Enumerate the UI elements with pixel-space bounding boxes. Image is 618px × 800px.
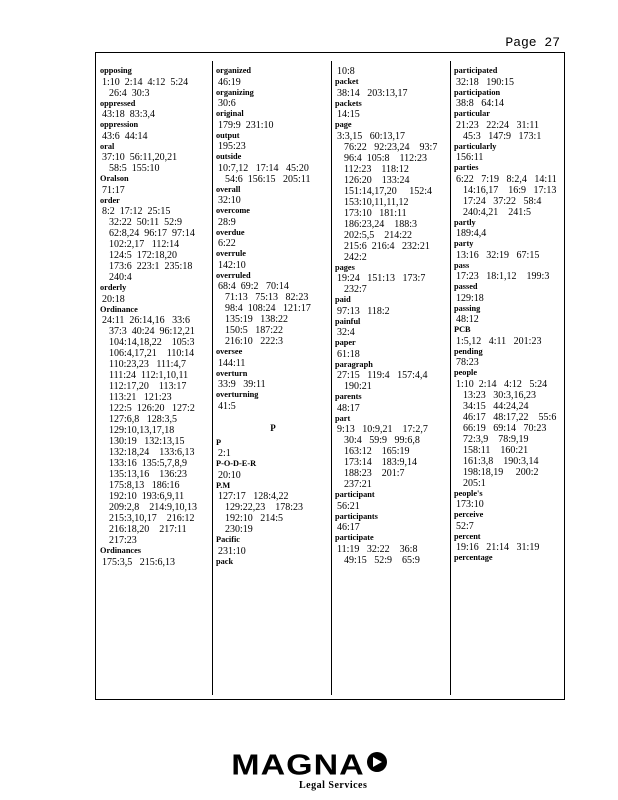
index-headword: original	[216, 109, 244, 118]
page-line-reference: 61:18	[337, 348, 360, 360]
logo-wordmark: MAGNA	[231, 748, 365, 782]
page-line-reference: 32:22 50:11 52:9	[109, 217, 182, 228]
page-line-reference: 13:16 32:19 67:15	[456, 249, 540, 261]
page-line-reference: 8:2 17:12 25:15	[102, 206, 171, 217]
page-line-reference: 173:6 223:1 235:18	[109, 261, 193, 272]
page-line-reference: 46:19	[218, 76, 241, 88]
page-line-reference: 240:4,21 241:5	[463, 206, 532, 218]
page-line-reference: 34:15 44:24,24	[463, 400, 529, 412]
page-line-reference: 237:21	[344, 479, 372, 490]
index-column-3	[335, 66, 449, 566]
page-line-reference: 20:10	[218, 469, 241, 481]
page-line-reference: 30:6	[218, 98, 236, 109]
index-headword: overall	[216, 184, 241, 194]
page-line-reference: 190:21	[344, 381, 372, 392]
page-line-reference: 56:21	[337, 500, 360, 512]
page-line-reference: 98:4 108:24 121:17	[225, 303, 311, 314]
index-headword: P.M	[216, 480, 231, 490]
page-line-reference: 111:24 112:1,10,11	[109, 370, 189, 381]
page-line-reference: 144:11	[218, 357, 246, 369]
page-line-reference: 54:6 156:15 205:11	[225, 173, 311, 185]
index-headword: outside	[216, 152, 242, 161]
page-line-reference: 161:3,8 190:3,14	[463, 455, 539, 467]
page-line-reference: 2:1	[218, 448, 231, 459]
index-headword: packets	[335, 98, 362, 108]
index-headword: people's	[454, 488, 483, 498]
index-headword: participate	[335, 533, 374, 542]
page-line-reference: 48:17	[337, 402, 360, 414]
page-line-reference: 20:18	[102, 293, 125, 305]
page-line-reference: 129:10,13,17,18	[109, 425, 175, 436]
index-headword: page	[335, 120, 352, 129]
page-line-reference: 242:2	[344, 251, 367, 263]
page-line-reference: 192:10 214:5	[225, 513, 284, 524]
page-line-reference: 135:19 138:22	[225, 314, 289, 325]
page-line-reference: 215:6 216:4 232:21	[344, 240, 430, 252]
index-headword: oral	[100, 141, 115, 151]
page-line-reference: 49:15 52:9 65:9	[344, 554, 420, 566]
page-line-reference: 150:5 187:22	[225, 325, 284, 336]
index-headword: participated	[454, 66, 498, 75]
index-headword: opposing	[100, 66, 132, 75]
page-line-reference: 122:5 126:20 127:2	[109, 403, 195, 414]
index-headword: Ordinances	[100, 546, 142, 555]
index-headword: PCB	[454, 325, 471, 334]
index-headword: paper	[335, 338, 356, 347]
index-headword: overturning	[216, 390, 259, 399]
page-line-reference: 71:17	[102, 184, 125, 196]
page-line-reference: 97:13 118:2	[337, 305, 390, 317]
index-headword: passing	[454, 303, 481, 313]
page-line-reference: 3:3,15 60:13,17	[337, 130, 406, 142]
page-line-reference: 175:3,5 215:6,13	[102, 556, 176, 568]
index-headword: overruled	[216, 270, 251, 280]
page-line-reference: 76:22 92:23,24 93:7	[344, 141, 438, 153]
page-line-reference: 142:10	[218, 259, 246, 271]
index-headword: overturn	[216, 368, 248, 378]
index-headword: overrule	[216, 249, 246, 258]
page-line-reference: 198:18,19 200:2	[463, 466, 539, 478]
page-line-reference: 192:10 193:6,9,11	[109, 491, 185, 502]
page-line-reference: 205:1	[463, 477, 486, 489]
page-line-reference: 215:3,10,17 216:12	[109, 513, 195, 524]
page-line-reference: 173:14 183:9,14	[344, 457, 418, 468]
page-line-reference: 112:17,20 113:17	[109, 381, 187, 392]
page-line-reference: 10:8	[337, 66, 355, 77]
column-divider	[212, 61, 213, 695]
page-line-reference: 66:19 69:14 70:23	[463, 422, 547, 434]
page-line-reference: 14:16,17 16:9 17:13	[463, 184, 557, 196]
index-headword: particular	[454, 109, 490, 118]
page-line-reference: 240:4	[109, 272, 132, 283]
page-line-reference: 209:2,8 214:9,10,13	[109, 502, 198, 513]
page-line-reference: 186:23,24 188:3	[344, 218, 418, 230]
page-line-reference: 110:23,23 111:4,7	[109, 359, 186, 370]
index-headword: pending	[454, 346, 483, 356]
page-line-reference: 24:11 26:14,16 33:6	[102, 315, 190, 326]
page-line-reference: 179:9 231:10	[218, 119, 274, 131]
page-line-reference: 17:24 37:22 58:4	[463, 195, 542, 207]
page-line-reference: 58:5 155:10	[109, 163, 160, 174]
index-headword: P-O-D-E-R	[216, 459, 257, 468]
page-line-reference: 62:8,24 96:17 97:14	[109, 228, 195, 239]
index-headword: organized	[216, 66, 252, 75]
index-headword: orderly	[100, 283, 127, 292]
index-frame	[95, 52, 565, 700]
page-line-reference: 135:13,16 136:23	[109, 469, 188, 480]
page-line-reference: 153:10,11,11,12	[344, 196, 409, 208]
index-headword: participants	[335, 511, 378, 521]
page-line-reference: 37:10 56:11,20,21	[102, 152, 178, 163]
index-headword: overcome	[216, 206, 250, 215]
page-line-reference: 45:3 147:9 173:1	[463, 130, 542, 142]
page-line-reference: 32:10	[218, 195, 241, 206]
page-line-reference: 27:15 119:4 157:4,4	[337, 370, 428, 381]
index-headword: people	[454, 368, 478, 377]
page-line-reference: 163:12 165:19	[344, 446, 410, 457]
page-line-reference: 129:22,23 178:23	[225, 502, 304, 513]
page-line-reference: 175:8,13 186:16	[109, 480, 180, 491]
page-line-reference: 231:10	[218, 545, 246, 557]
page-line-reference: 202:5,5 214:22	[344, 229, 413, 241]
page-line-reference: 41:5	[218, 400, 236, 412]
index-column-4	[454, 66, 564, 564]
page-line-reference: 43:18 83:3,4	[102, 109, 156, 120]
index-headword: percent	[454, 531, 481, 541]
index-headword: order	[100, 195, 120, 205]
page-line-reference: 124:5 172:18,20	[109, 250, 178, 261]
page-line-reference: 217:23	[109, 535, 137, 546]
index-headword: participation	[454, 87, 501, 97]
index-headword: Pacific	[216, 535, 240, 544]
page-line-reference: 13:23 30:3,16,23	[463, 389, 537, 401]
index-headword: perceive	[454, 510, 484, 519]
page-line-reference: 17:23 18:1,12 199:3	[456, 271, 550, 282]
index-headword: oppressed	[100, 98, 136, 108]
page-line-reference: 48:12	[456, 314, 479, 325]
index-headword: paragraph	[335, 359, 373, 369]
page-line-reference: 78:23	[456, 357, 479, 368]
page-line-reference: 1:10 2:14 4:12 5:24	[102, 76, 189, 88]
index-headword: P	[216, 437, 222, 447]
page-line-reference: 158:11 160:21	[463, 444, 529, 456]
page-line-reference: 127:17 128:4,22	[218, 491, 289, 502]
page-line-reference: 6:22	[218, 238, 236, 249]
page-line-reference: 188:23 201:7	[344, 468, 405, 479]
magna-logo	[0, 748, 618, 782]
page-line-reference: 11:19 32:22 36:8	[337, 543, 418, 555]
page-line-reference: 189:4,4	[456, 228, 487, 239]
page-line-reference: 156:11	[456, 152, 484, 163]
index-headword: pack	[216, 556, 234, 566]
index-column-2	[216, 66, 330, 567]
index-headword: partly	[454, 217, 476, 227]
index-column-1	[100, 66, 210, 568]
page-line-reference: 113:21 121:23	[109, 392, 172, 403]
page-line-reference: 37:3 40:24 96:12,21	[109, 326, 195, 337]
page-line-reference: 126:20 133:24	[344, 174, 410, 186]
page-line-reference: 68:4 69:2 70:14	[218, 281, 289, 292]
page-line-reference: 28:9	[218, 216, 236, 228]
index-headword: oppression	[100, 120, 139, 129]
page-line-reference: 127:6,8 128:3,5	[109, 414, 178, 425]
index-headword: packet	[335, 77, 359, 86]
page-line-reference: 232:7	[344, 284, 367, 295]
index-headword: participant	[335, 490, 375, 499]
index-headword: parties	[454, 163, 479, 172]
page-line-reference: 132:18,24 133:6,13	[109, 447, 195, 458]
page-line-reference: 195:23	[218, 141, 246, 152]
page-line-reference: 102:2,17 112:14	[109, 239, 180, 250]
page-line-reference: 32:18 190:15	[456, 76, 515, 88]
page-line-reference: 38:14 203:13,17	[337, 87, 408, 99]
page-line-reference: 52:7	[456, 520, 474, 532]
index-headword: pass	[454, 260, 470, 270]
index-headword: overdue	[216, 227, 245, 237]
page-line-reference: 72:3,9 78:9,19	[463, 433, 529, 445]
page-line-reference: 32:4	[337, 327, 355, 338]
page-line-reference: 26:4 30:3	[109, 87, 150, 99]
page-line-reference: 71:13 75:13 82:23	[225, 292, 309, 303]
page-line-reference: 1:10 2:14 4:12 5:24	[456, 378, 548, 390]
page-line-reference: 173:10	[456, 499, 484, 510]
page-line-reference: 33:9 39:11	[218, 379, 266, 390]
page-line-reference: 106:4,17,21 110:14	[109, 348, 195, 359]
page-line-reference: 1:5,12 4:11 201:23	[456, 335, 542, 347]
index-headword: part	[335, 413, 351, 423]
page-line-reference: 130:19 132:13,15	[109, 436, 185, 447]
page-line-reference: 19:16 21:14 31:19	[456, 542, 540, 553]
page-line-reference: 104:14,18,22 105:3	[109, 337, 195, 348]
logo-subtitle: Legal Services	[299, 780, 368, 791]
page-line-reference: 43:6 44:14	[102, 130, 148, 142]
index-headword: Ordinance	[100, 304, 138, 314]
page-line-reference: 30:4 59:9 99:6,8	[344, 435, 420, 446]
index-headword: organizing	[216, 87, 254, 97]
page-line-reference: 38:8 64:14	[456, 98, 505, 109]
index-headword: oversee	[216, 347, 243, 356]
page-line-reference: 129:18	[456, 292, 484, 304]
page-line-reference: 216:10 222:3	[225, 336, 284, 347]
index-headword: output	[216, 130, 240, 140]
index-headword: percentage	[454, 553, 493, 562]
page-line-reference: 112:23 118:12	[344, 163, 409, 175]
page-line-reference: 10:7,12 17:14 45:20	[218, 162, 309, 174]
index-headword: particularly	[454, 141, 497, 151]
page-line-reference: 96:4 105:8 112:23	[344, 152, 427, 164]
section-letter: P	[270, 422, 276, 433]
page-line-reference: 19:24 151:13 173:7	[337, 273, 426, 284]
column-divider	[331, 61, 332, 695]
page-line-reference: 46:17	[337, 522, 360, 533]
index-headword: Oralson	[100, 174, 129, 183]
page-line-reference: 151:14,17,20 152:4	[344, 185, 433, 197]
index-headword: parents	[335, 392, 362, 401]
page-line-reference: 173:10 181:11	[344, 207, 407, 219]
page-line-reference: 216:18,20 217:11	[109, 524, 187, 535]
index-headword: paid	[335, 295, 351, 304]
index-headword: passed	[454, 282, 478, 291]
arrow-circle-icon	[367, 752, 387, 772]
index-headword: party	[454, 239, 474, 248]
page-line-reference: 6:22 7:19 8:2,4 14:11	[456, 173, 557, 185]
page-line-reference: 9:13 10:9,21 17:2,7	[337, 424, 428, 435]
column-divider	[450, 61, 451, 695]
page-line-reference: 21:23 22:24 31:11	[456, 119, 539, 131]
page-line-reference: 230:19	[225, 524, 253, 535]
page-line-reference: 46:17 48:17,22 55:6	[463, 411, 557, 423]
page-number: Page 27	[505, 35, 560, 50]
page-line-reference: 14:15	[337, 109, 360, 120]
page-line-reference: 133:16 135:5,7,8,9	[109, 458, 188, 469]
index-headword: painful	[335, 316, 361, 326]
index-headword: pages	[335, 262, 355, 272]
